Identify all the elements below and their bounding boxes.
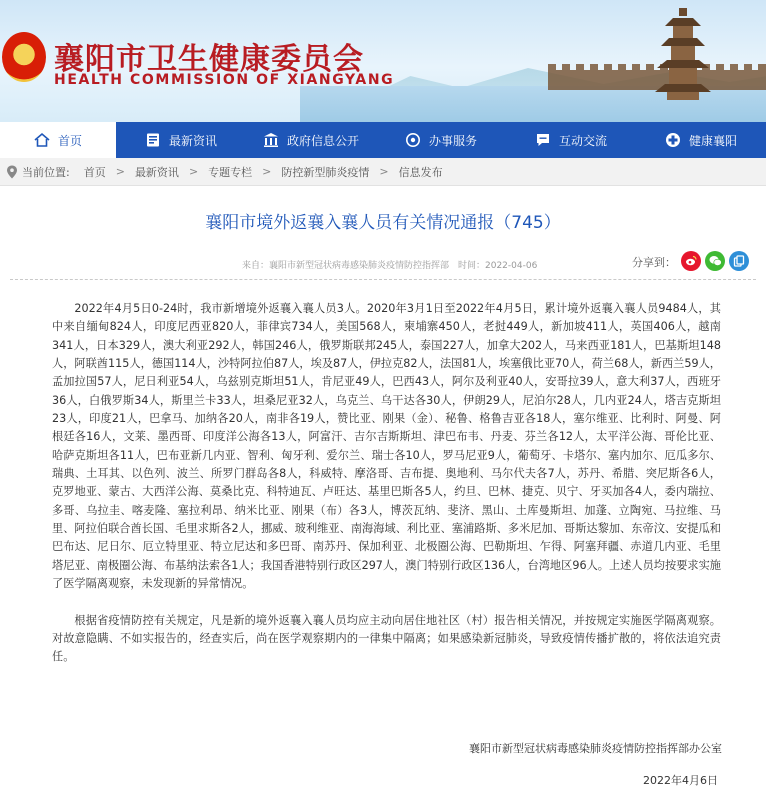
share-weibo-button[interactable]	[681, 251, 701, 271]
share-copy-button[interactable]	[729, 251, 749, 271]
article-paragraph: 2022年4月5日0-24时，我市新增境外返襄入襄人员3人。2020年3月1日至2022年4月5日，累计境外返襄入襄人员9484人，其中来自缅甸824人，印度尼西亚820人，菲律宾734人，美国568人，柬埔寨450人，老挝449人，新加坡411人，英国406人，越南341人，日本329人，澳大利亚292人，韩国246人，俄罗斯联邦245人，泰国227人，加拿大202人，马来西亚181人，巴基斯坦148人，阿联酋115人，德国114人，沙特阿拉伯87人，埃及87人，伊拉克82人，法国81人，埃塞俄比亚70人，荷兰68人，新西兰59人，孟加拉国57人，尼日利亚54人，乌兹别克斯坦51人，肯尼亚49人，巴西43人，阿尔及利亚40人，安哥拉39人，意大利37人，西班牙36人，白俄罗斯34人，斯里兰卡33人，坦桑尼亚32人，乌克兰、乌干达各30人，伊朗29人，尼泊尔28人，几内亚24人，塔吉克斯坦23人，印度21人，巴拿马、加纳各20人，南非各19人，赞比亚、刚果（金）、秘鲁、格鲁吉亚各18人，塞尔维亚、比利时、阿曼、阿根廷各16人，文莱、墨西哥、印度洋公海各13人，阿富汗、吉尔吉斯斯坦、津巴布韦、丹麦、芬兰各12人，太平洋公海、哥伦比亚、哈萨克斯坦各11人，巴布亚新几内亚、智利、匈牙利、爱尔兰、瑞士各10人，罗马尼亚9人，葡萄牙、卡塔尔、塞内加尔、厄瓜多尔、瑞典、土耳其、以色列、波兰、所罗门群岛各8人，科威特、摩洛哥、吉布提、奥地利、马尔代夫各7人，苏丹、希腊、突尼斯各6人，克罗地亚、蒙古、大西洋公海、莫桑比克、科特迪瓦、卢旺达、基里巴斯各5人，约旦、巴林、捷克、贝宁、牙买加各4人，委内瑞拉、多哥、乌拉圭、喀麦隆、塞拉利昂、纳米比亚、刚果（布）各3人，博茨瓦纳、斐济、黑山、土库曼斯坦、加蓬、立陶宛、马拉维、马里、阿拉伯联合酋长国、毛里求斯各2人，挪威、玻利维亚、南海海域、利比亚、塞浦路斯、多米尼加、哥斯达黎加、东帝汶、安提瓜和巴布达、尼日尔、厄立特里亚、特立尼达和多巴哥、南苏丹、保加利亚、北极圈公海、巴勒斯坦、乍得、阿塞拜疆、赤道几内亚、毛里塔尼亚、南极圈公海、布基纳法索各1人；我国香港特别行政区297人，澳门特别行政区136人，台湾地区96人。上述人员均按要求实施了医学隔离观察，未发现新的异常情况。	[52, 302, 721, 591]
signature-organization: 襄阳市新型冠状病毒感染肺炎疫情防控指挥部办公室	[469, 742, 722, 755]
article-divider	[10, 279, 756, 280]
signature-date: 2022年4月6日	[643, 774, 718, 787]
article-date: 时间：2022-04-06	[458, 261, 538, 271]
pagoda-illustration	[655, 8, 711, 100]
weibo-icon	[685, 255, 697, 267]
wechat-icon	[709, 255, 722, 267]
nav-item-interaction[interactable]	[506, 122, 636, 158]
header-banner	[0, 0, 766, 122]
breadcrumb-separator: >	[379, 165, 389, 178]
nav-item-label: 健康襄阳	[688, 133, 737, 148]
nav-item-label: 最新资讯	[168, 133, 217, 148]
breadcrumb-link-special-topic[interactable]: 专题专栏	[208, 165, 253, 179]
location-pin-icon	[6, 165, 18, 179]
breadcrumb-link-news[interactable]: 最新资讯	[134, 165, 179, 179]
news-icon	[145, 132, 161, 148]
breadcrumb-link-release[interactable]: 信息发布	[398, 165, 443, 179]
share-label: 分享到：	[632, 256, 676, 269]
article-paragraph: 根据省疫情防控有关规定，凡是新的境外返襄入襄人员均应主动向居住地社区（村）报告相关情况，并按规定实施医学隔离观察。对故意隐瞒、不如实报告的，经查实后，尚在医学观察期内的一律集中隔离；如果感染新冠肺炎，导致疫情传播扩散的，将依法追究责任。	[52, 613, 721, 664]
article-source: 来自：襄阳市新型冠状病毒感染肺炎疫情防控指挥部	[242, 261, 450, 271]
article-meta	[0, 252, 766, 276]
nav-item-home[interactable]	[0, 122, 116, 158]
breadcrumb	[0, 158, 766, 186]
nav-item-label: 政府信息公开	[286, 133, 359, 148]
breadcrumb-link-epidemic[interactable]: 防控新型肺炎疫情	[281, 165, 370, 179]
national-emblem-logo[interactable]	[2, 32, 46, 82]
article-body	[52, 300, 721, 667]
nav-item-news[interactable]	[116, 122, 246, 158]
nav-item-label: 互动交流	[558, 133, 607, 148]
nav-item-service[interactable]	[376, 122, 506, 158]
breadcrumb-prefix: 当前位置:	[22, 165, 70, 179]
service-icon	[405, 132, 421, 148]
breadcrumb-link-home[interactable]: 首页	[83, 165, 106, 179]
site-subtitle: HEALTH COMMISSION OF XIANGYANG	[54, 72, 395, 88]
site-title[interactable]: 襄阳市卫生健康委员会	[54, 42, 364, 77]
nav-item-health-xiangyang[interactable]	[636, 122, 766, 158]
home-icon	[34, 132, 50, 148]
nav-item-government-info[interactable]	[246, 122, 376, 158]
article-title: 襄阳市境外返襄入襄人员有关情况通报（745）	[205, 213, 561, 233]
government-icon	[263, 132, 279, 148]
breadcrumb-separator: >	[188, 165, 199, 178]
nav-item-label: 办事服务	[428, 133, 477, 148]
breadcrumb-separator: >	[262, 165, 272, 178]
breadcrumb-separator: >	[115, 165, 125, 178]
share-wechat-button[interactable]	[705, 251, 725, 271]
health-icon	[665, 132, 681, 148]
copy-icon	[733, 255, 745, 267]
chat-icon	[535, 132, 551, 148]
main-nav	[0, 122, 766, 158]
nav-item-label: 首页	[57, 133, 82, 148]
